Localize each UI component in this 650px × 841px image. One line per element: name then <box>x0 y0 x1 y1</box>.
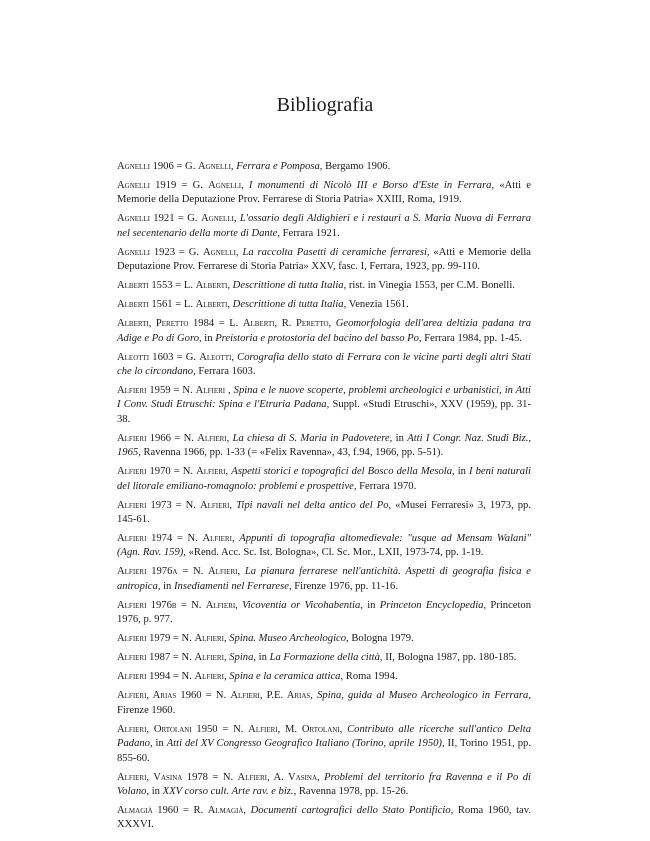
entry-punct: , <box>241 180 249 191</box>
entry-key: Alfieri, Ortolani 1950 <box>117 723 218 735</box>
entry-author: Agnelli <box>202 246 236 258</box>
entry-title: La pianura ferrarese nell'antichità. Aspetti di geografia fisica e antropica <box>117 566 531 592</box>
entry-key: Alfieri 1976a <box>117 566 178 578</box>
entry-punct: , <box>328 318 336 330</box>
entry-key: Alfieri 1974 <box>117 533 173 545</box>
entry-author: Aleotti <box>199 351 232 363</box>
bibliography-entry <box>117 465 531 494</box>
entry-publication-details: , Firenze 1976, pp. 11-16. <box>288 580 398 592</box>
bibliography-entry <box>117 351 531 380</box>
entry-key: Alberti, Peretto 1984 <box>117 318 215 330</box>
entry-author: Alfieri <box>194 633 224 645</box>
entry-author-initial: N. <box>215 690 231 702</box>
entry-publication-details: , Ravenna 1978, pp. 15-26. <box>293 785 409 797</box>
entry-author-initial: G. <box>187 213 201 225</box>
entry-title: Descrittione di tutta Italia <box>232 299 344 311</box>
entry-author-initial: N. <box>187 533 203 545</box>
entry-key: Alfieri 1966 <box>117 432 171 444</box>
entry-publication: , rist. in Vinegia 1553, per C.M. Bonelli. <box>343 280 515 292</box>
entry-author-initial: G. <box>192 180 209 191</box>
entry-title: Spina e le nuove scoperte, problemi archeologici e urbanistici, in Atti I Conv. Studi Etruschi: Spina e l'Etruria Padana <box>117 385 531 411</box>
bibliography-entry <box>117 298 531 312</box>
entry-author-initial: L. <box>183 299 196 311</box>
entry-sep: = <box>217 723 234 735</box>
entry-author: Alfieri <box>194 652 224 664</box>
entry-sep: = <box>177 566 193 578</box>
entry-key: Alfieri 1973 <box>117 499 172 511</box>
entry-punct: , <box>223 671 230 683</box>
entry-author-initial: N. <box>181 652 195 664</box>
bibliography-entry <box>117 432 531 461</box>
entry-author: Alfieri <box>194 671 224 683</box>
entry-publication-details: , Princeton 1976, p. 977. <box>117 599 532 626</box>
entry-publication: , in <box>452 466 469 478</box>
entry-publication: , in <box>389 432 408 444</box>
entry-publication: , in <box>253 652 270 664</box>
bibliography-entry <box>117 632 531 646</box>
entry-container-title: I beni naturali del litorale emiliano-romagnolo: problemi e prospettive <box>117 466 531 492</box>
entry-key: Agnelli 1921 <box>117 213 175 225</box>
entry-punct: , <box>223 652 230 664</box>
entry-sep: = <box>170 652 182 664</box>
entry-author-initial: N. <box>233 723 249 735</box>
entry-punct: , <box>339 723 348 735</box>
entry-key: Alfieri, Vasina 1978 <box>117 771 208 783</box>
entry-key: Almagià 1960 <box>117 804 179 816</box>
bibliography-entry <box>117 723 531 766</box>
entry-title: Appunti di topografia altomedievale: "usque ad Mensam Walani" (Agn. Rav. 159) <box>117 533 532 559</box>
entry-publication: , in <box>146 785 163 797</box>
entry-author: Alberti <box>195 280 228 292</box>
entry-author-initial: N. <box>181 671 195 683</box>
entry-title: Spina. Museo Archeologico <box>229 633 347 645</box>
entry-container-title: Preistoria e protostoria del bacino del basso Po <box>215 332 419 344</box>
entry-author: Alfieri, M. Ortolani <box>248 723 340 735</box>
entry-author-initial: G. <box>185 161 198 172</box>
entry-sep: = <box>172 280 184 292</box>
entry-publication: , Bologna 1979. <box>346 633 414 645</box>
entry-author-initial: N. <box>185 499 200 511</box>
entry-author: Alfieri, A. Vasina <box>237 771 318 783</box>
entry-author-initial: N. <box>181 633 195 645</box>
entry-key: Alfieri 1987 <box>117 652 171 664</box>
bibliography-entry <box>117 771 531 800</box>
entry-punct: , <box>227 299 233 311</box>
entry-author: Alfieri <box>202 533 232 545</box>
bibliography-entry <box>117 499 531 528</box>
entry-container-title: Princeton Encyclopedia <box>379 599 484 611</box>
bibliography-entry <box>117 565 531 594</box>
entry-author: Alberti <box>195 299 228 311</box>
entry-sep: = <box>173 161 186 172</box>
entry-author: Agnelli <box>198 161 231 172</box>
entry-punct: , <box>235 246 243 258</box>
entry-key: Agnelli 1919 <box>117 180 177 191</box>
entry-title: Aspetti storici e topografici del Bosco della Mesola <box>231 466 453 478</box>
entry-publication: , Suppl. «Studi Etruschi», XXV (1959), pp. 31-38. <box>117 399 531 425</box>
entry-sep: = <box>170 385 183 397</box>
entry-author-initial: N. <box>182 385 196 397</box>
entry-publication: , Bergamo 1906. <box>319 161 391 172</box>
page-title: Bibliografia <box>276 94 374 116</box>
entry-key: Aleotti 1603 <box>117 351 174 363</box>
entry-author: Alfieri <box>208 566 238 578</box>
entry-punct: , <box>237 566 245 578</box>
entry-sep: = <box>201 690 216 702</box>
entry-sep: = <box>174 213 188 225</box>
entry-punct: , <box>229 499 237 511</box>
entry-title: Tipi navali nel delta antico del Po <box>236 499 389 511</box>
entry-author-initial: N. <box>183 432 198 444</box>
entry-author-initial: N. <box>222 771 238 783</box>
entry-title: Spina e la ceramica attica <box>229 671 341 683</box>
entry-publication-details: , Ferrara 1984, pp. 1-45. <box>418 332 522 344</box>
entry-key: Agnelli 1923 <box>117 246 176 258</box>
entry-sep: = <box>171 499 186 511</box>
entry-punct: , <box>317 771 325 783</box>
entry-publication: , «Musei Ferraresi» 3, 1973, pp. 145-61. <box>117 499 531 526</box>
entry-author: Alfieri <box>196 466 226 478</box>
entry-key: Agnelli 1906 <box>117 161 174 172</box>
entry-title: La chiesa di S. Maria in Padovetere <box>232 432 390 444</box>
entry-punct: , <box>227 280 233 292</box>
entry-author: Alfieri <box>195 385 226 397</box>
entry-key: Alfieri 1970 <box>117 466 171 478</box>
entry-publication: , Ferrara 1603. <box>193 366 256 378</box>
entry-publication: , in <box>157 580 174 592</box>
entry-sep: = <box>170 466 183 478</box>
entry-publication: , in <box>149 738 167 750</box>
entry-sep: = <box>176 180 193 191</box>
entry-title: Vicoventia or Vicohabentia <box>242 599 361 611</box>
entry-author: Almagià <box>207 804 244 816</box>
entry-title: Problemi del territorio fra Ravenna e il Po di Volano <box>117 771 531 797</box>
entry-author-initial: L. <box>229 318 243 330</box>
bibliography-entry <box>117 317 531 346</box>
entry-sep: = <box>172 533 188 545</box>
entry-container-title: Atti del XV Congresso Geografico Italiano (Torino, aprile 1950) <box>166 738 442 750</box>
entry-key: Alfieri 1994 <box>117 671 171 683</box>
entry-author-initial: N. <box>182 466 197 478</box>
entry-title: Geomorfologia dell'area deltizia padana tra Adige e Po di Goro <box>117 318 532 344</box>
bibliography-entry <box>117 160 531 174</box>
entry-title: Descrittione di tutta Italia <box>232 280 344 292</box>
entry-author: Alfieri <box>197 432 227 444</box>
entry-publication: , «Atti e Memorie della Deputazione Prov. Ferrarese di Storia Patria» XXV, fasc. I, Ferrara, 1923, pp. 99-110. <box>117 246 532 273</box>
entry-punct: , <box>223 633 230 645</box>
entry-publication-details: , II, Bologna 1987, pp. 180-185. <box>379 652 517 664</box>
bibliography-entry <box>117 279 531 293</box>
entry-punct: , <box>225 466 232 478</box>
bibliography-entry <box>117 651 531 665</box>
entry-author-initial: N. <box>192 566 209 578</box>
entry-publication-details: , Ravenna 1966, pp. 1-33 (= «Felix Ravenna», 43, f.94, 1966, pp. 5-51). <box>138 447 444 459</box>
entry-sep: = <box>173 351 186 363</box>
entry-key: Alberti 1561 <box>117 299 173 311</box>
entry-container-title: XXV corso cult. Arte rav. e biz. <box>162 785 294 797</box>
bibliography-entry <box>117 246 531 275</box>
bibliography-entry <box>117 532 531 561</box>
bibliography-entry <box>117 212 531 241</box>
bibliography-entry <box>117 179 531 208</box>
entry-sep: = <box>176 599 192 611</box>
entry-publication: , Ferrara 1921. <box>277 227 340 239</box>
entry-title: La raccolta Pasetti di ceramiche ferraresi <box>242 246 427 258</box>
entry-key: Alfieri 1959 <box>117 385 171 397</box>
entry-punct: , <box>243 804 251 816</box>
entry-author-initial: L. <box>183 280 196 292</box>
entry-punct: , <box>231 351 238 363</box>
entry-punct: , <box>310 690 318 702</box>
bibliography-entry <box>117 670 531 684</box>
entry-sep: = <box>178 804 194 816</box>
entry-key: Alfieri, Arias 1960 <box>117 690 202 702</box>
entry-author: Alfieri, P.E. Arias <box>230 690 311 702</box>
entry-title: I monumenti di Nicolò III e Borso d'Este in Ferrara <box>248 180 492 191</box>
entry-publication: , Roma 1994. <box>340 671 398 683</box>
entry-publication: , «Rend. Acc. Sc. Ist. Bologna», Cl. Sc. Mor., LXII, 1973-74, pp. 1-19. <box>183 547 484 559</box>
entry-container-title: La Formazione della città <box>269 652 380 664</box>
entry-author: Alberti, R. Peretto <box>242 318 329 330</box>
entry-publication: , Roma 1960, tav. XXXVI. <box>117 804 531 831</box>
entry-punct: , <box>226 432 233 444</box>
entry-title: Spina <box>229 652 254 664</box>
entry-author-initial: N. <box>191 599 206 611</box>
entry-author: Alfieri <box>205 599 236 611</box>
entry-author: Agnelli <box>200 213 234 225</box>
entry-punct: , <box>230 161 237 172</box>
entry-sep: = <box>172 299 184 311</box>
entry-punct: , <box>233 213 240 225</box>
entry-author: Alfieri <box>199 499 230 511</box>
entry-author-initial: G. <box>188 246 203 258</box>
entry-container-title: Insediamenti nel Ferrarese <box>174 580 289 592</box>
entry-author-initial: G. <box>185 351 200 363</box>
entry-publication-details: , Ferrara 1970. <box>353 480 417 492</box>
entry-punct: , <box>225 385 234 397</box>
entry-sep: = <box>170 671 182 683</box>
bibliography-list <box>117 160 531 837</box>
entry-sep: = <box>170 633 182 645</box>
entry-title: Documenti cartografici dello Stato Pontificio <box>250 804 451 816</box>
entry-publication: , Firenze 1960. <box>117 690 531 716</box>
entry-punct: , <box>235 599 243 611</box>
bibliography-entry <box>117 689 531 718</box>
entry-publication: , Venezia 1561. <box>343 299 409 311</box>
entry-key: Alfieri 1979 <box>117 633 171 645</box>
entry-container-title: Atti I Congr. Naz. Studi Biz., 1965 <box>117 432 532 459</box>
entry-publication: , in <box>360 599 380 611</box>
entry-sep: = <box>207 771 223 783</box>
entry-title: L'ossario degli Aldighieri e i restauri a S. Maria Nuova di Ferrara nel secentenario della morte di Dante <box>117 213 531 239</box>
bibliography-entry <box>117 384 531 427</box>
entry-key: Alfieri 1976b <box>117 599 177 611</box>
entry-punct: , <box>231 533 240 545</box>
bibliography-entry <box>117 599 531 628</box>
entry-title: Spina, guida al Museo Archeologico in Ferrara <box>317 690 529 702</box>
entry-sep: = <box>170 432 184 444</box>
bibliography-entry <box>117 804 531 833</box>
entry-sep: = <box>175 246 189 258</box>
entry-title: Ferrara e Pomposa <box>236 161 320 172</box>
entry-publication: , in <box>199 332 216 344</box>
entry-publication-details: , II, Torino 1951, pp. 855-60. <box>117 738 531 764</box>
entry-title: Contributo alle ricerche sull'antico Delta Padano <box>117 723 531 750</box>
entry-sep: = <box>214 318 230 330</box>
entry-publication: , «Atti e Memorie della Deputazione Prov. Ferrarese di Storia Patria» XXIII, Roma, 1919. <box>117 180 531 206</box>
entry-key: Alberti 1553 <box>117 280 173 292</box>
entry-author-initial: R. <box>193 804 208 816</box>
entry-title: Corografia dello stato di Ferrara con le vicine parti degli altri Stati che lo circondano <box>117 351 531 378</box>
entry-author: Agnelli <box>208 180 242 191</box>
